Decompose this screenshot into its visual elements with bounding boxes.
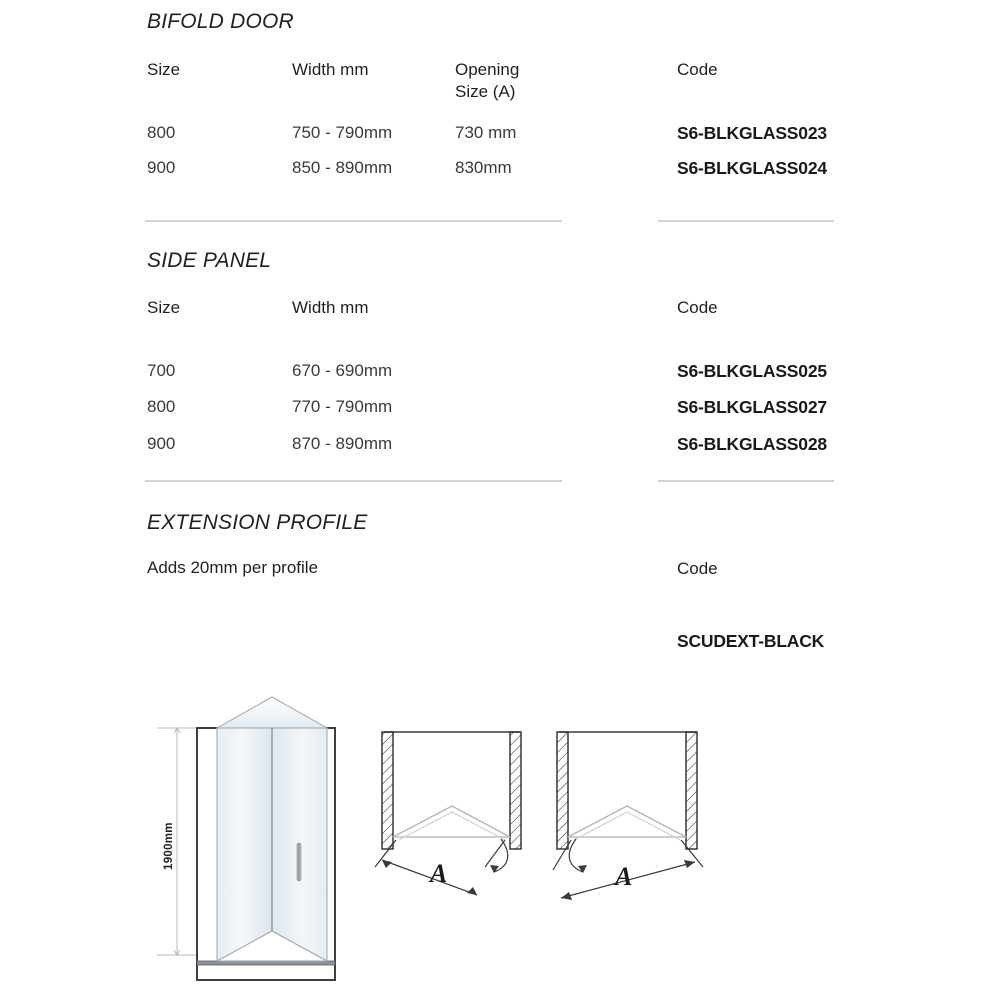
column-header-opening-line2: Size (A) (455, 82, 516, 101)
column-header-width-bifold: Width mm (292, 60, 369, 79)
table-row-cell-code: S6-BLKGLASS023 (677, 123, 827, 143)
swing-arrow-head (490, 865, 499, 873)
wall-left-hatched (557, 732, 568, 849)
table-row-cell-width: 750 - 790mm (292, 123, 393, 142)
table-row-cell-code: SCUDEXT-BLACK (677, 631, 825, 651)
elevation-dimension-label: 1900mm (163, 822, 175, 870)
shower-tray-base (197, 961, 335, 965)
table-row-cell-width: 770 - 790mm (292, 397, 393, 416)
table-row-cell-size: 900 (147, 434, 176, 453)
door-top-fold (217, 697, 327, 728)
section-divider-left (145, 220, 562, 222)
plan-view-left-diagram (372, 715, 537, 940)
section-title-extension-profile: EXTENSION PROFILE (147, 511, 368, 534)
swing-arrow-head (578, 865, 587, 873)
bifold-door-elevation-diagram (145, 695, 355, 995)
door-handle (297, 843, 301, 881)
extension-profile-note: Adds 20mm per profile (147, 558, 319, 577)
table-row-cell-width: 850 - 890mm (292, 158, 393, 177)
table-row-cell-size: 900 (147, 158, 176, 177)
column-header-size-side-panel: Size (147, 298, 181, 317)
table-row-cell-code: S6-BLKGLASS027 (677, 397, 827, 417)
table-row-cell-size: 800 (147, 397, 176, 416)
table-row-cell-opening: 730 mm (455, 123, 517, 142)
door-folded-plan (393, 806, 510, 837)
opening-label-A: A (615, 862, 633, 891)
door-folded-plan (568, 806, 686, 837)
column-header-width-side-panel: Width mm (292, 298, 369, 317)
column-header-size-bifold: Size (147, 60, 181, 79)
wall-right-hatched (510, 732, 521, 849)
column-header-code-bifold: Code (677, 60, 718, 79)
opening-label-A: A (430, 859, 448, 888)
table-row-cell-code: S6-BLKGLASS028 (677, 434, 827, 454)
table-row-cell-width: 670 - 690mm (292, 361, 393, 380)
table-row-cell-size: 700 (147, 361, 176, 380)
section-divider-left (145, 480, 562, 482)
table-row-cell-opening: 830mm (455, 158, 512, 177)
wall-left-hatched (382, 732, 393, 849)
section-title-side-panel: SIDE PANEL (147, 249, 272, 272)
column-header-code-extension: Code (677, 559, 718, 578)
column-header-opening-line1: Opening (455, 60, 520, 79)
section-divider-right (658, 220, 834, 222)
section-title-bifold-door: BIFOLD DOOR (147, 10, 294, 33)
table-row-cell-code: S6-BLKGLASS024 (677, 158, 827, 178)
section-divider-right (658, 480, 834, 482)
column-header-code-side-panel: Code (677, 298, 718, 317)
table-row-cell-size: 800 (147, 123, 176, 142)
wall-right-hatched (686, 732, 697, 849)
table-row-cell-width: 870 - 890mm (292, 434, 393, 453)
plan-view-right-diagram (545, 715, 715, 940)
table-row-cell-code: S6-BLKGLASS025 (677, 361, 827, 381)
